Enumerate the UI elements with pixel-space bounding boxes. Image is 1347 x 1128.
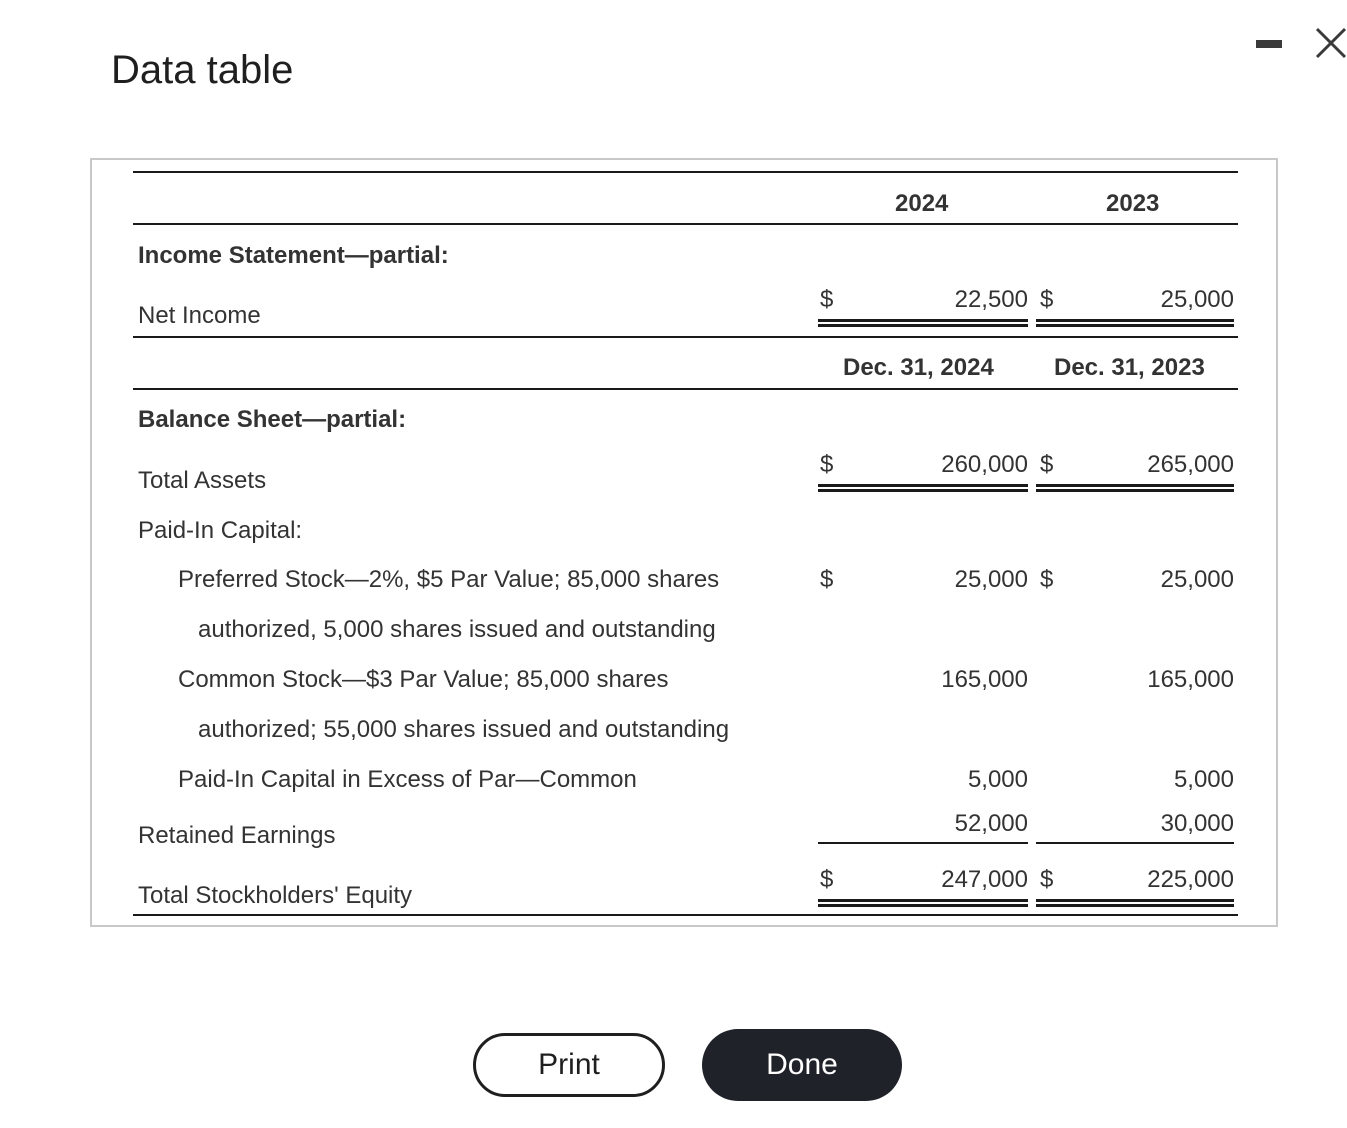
income-statement-heading: Income Statement—partial: bbox=[138, 242, 449, 269]
net-income-label: Net Income bbox=[138, 302, 261, 329]
common-stock-label-1: Common Stock—$3 Par Value; 85,000 shares bbox=[178, 666, 669, 693]
preferred-cur-2023: $ bbox=[1040, 566, 1054, 593]
col-header-2024: 2024 bbox=[895, 190, 949, 217]
total-equity-2023: 225,000 bbox=[1147, 866, 1234, 893]
total-equity-2024: 247,000 bbox=[941, 866, 1028, 893]
single-underline bbox=[1036, 842, 1234, 844]
total-equity-cur-2024: $ bbox=[820, 866, 834, 893]
net-income-2024: 22,500 bbox=[954, 286, 1028, 313]
double-underline bbox=[818, 899, 1028, 907]
paid-in-capital-label: Paid-In Capital: bbox=[138, 517, 303, 544]
preferred-2024: 25,000 bbox=[954, 566, 1028, 593]
single-underline bbox=[818, 842, 1028, 844]
minimize-icon[interactable] bbox=[1256, 40, 1282, 48]
common-2024: 165,000 bbox=[941, 666, 1028, 693]
preferred-cur-2024: $ bbox=[820, 566, 834, 593]
section-rule bbox=[133, 336, 1238, 338]
col-header-dec-2023: Dec. 31, 2023 bbox=[1054, 354, 1205, 381]
header-rule bbox=[133, 223, 1238, 225]
double-underline bbox=[1036, 484, 1234, 492]
header-rule bbox=[133, 388, 1238, 390]
double-underline bbox=[1036, 899, 1234, 907]
close-icon[interactable] bbox=[1314, 26, 1347, 60]
col-header-2023: 2023 bbox=[1106, 190, 1160, 217]
balance-sheet-heading: Balance Sheet—partial: bbox=[138, 406, 407, 433]
total-assets-cur-2024: $ bbox=[820, 451, 834, 478]
excess-par-2024: 5,000 bbox=[967, 766, 1028, 793]
common-2023: 165,000 bbox=[1147, 666, 1234, 693]
total-assets-2024: 260,000 bbox=[941, 451, 1028, 478]
col-header-dec-2024: Dec. 31, 2024 bbox=[843, 354, 994, 381]
net-income-2023: 25,000 bbox=[1160, 286, 1234, 313]
table-bottom-rule bbox=[133, 914, 1238, 916]
net-income-cur-2024: $ bbox=[820, 286, 834, 313]
table-top-rule bbox=[133, 171, 1238, 173]
retained-earnings-label: Retained Earnings bbox=[138, 822, 336, 849]
excess-par-label: Paid-In Capital in Excess of Par—Common bbox=[178, 766, 637, 793]
preferred-stock-label-1: Preferred Stock—2%, $5 Par Value; 85,000 shares bbox=[178, 566, 720, 593]
dialog-title: Data table bbox=[111, 48, 294, 92]
preferred-2023: 25,000 bbox=[1160, 566, 1234, 593]
print-button[interactable]: Print bbox=[473, 1033, 665, 1097]
double-underline bbox=[1036, 319, 1234, 327]
total-equity-label: Total Stockholders' Equity bbox=[138, 882, 413, 909]
double-underline bbox=[818, 484, 1028, 492]
excess-par-2023: 5,000 bbox=[1173, 766, 1234, 793]
done-button[interactable]: Done bbox=[702, 1029, 902, 1101]
total-assets-2023: 265,000 bbox=[1147, 451, 1234, 478]
net-income-cur-2023: $ bbox=[1040, 286, 1054, 313]
double-underline bbox=[818, 319, 1028, 327]
total-equity-cur-2023: $ bbox=[1040, 866, 1054, 893]
common-stock-label-2: authorized; 55,000 shares issued and outstanding bbox=[198, 716, 730, 743]
total-assets-label: Total Assets bbox=[138, 467, 267, 494]
retained-earnings-2024: 52,000 bbox=[954, 810, 1028, 837]
preferred-stock-label-2: authorized, 5,000 shares issued and outstanding bbox=[198, 616, 716, 643]
retained-earnings-2023: 30,000 bbox=[1160, 810, 1234, 837]
total-assets-cur-2023: $ bbox=[1040, 451, 1054, 478]
